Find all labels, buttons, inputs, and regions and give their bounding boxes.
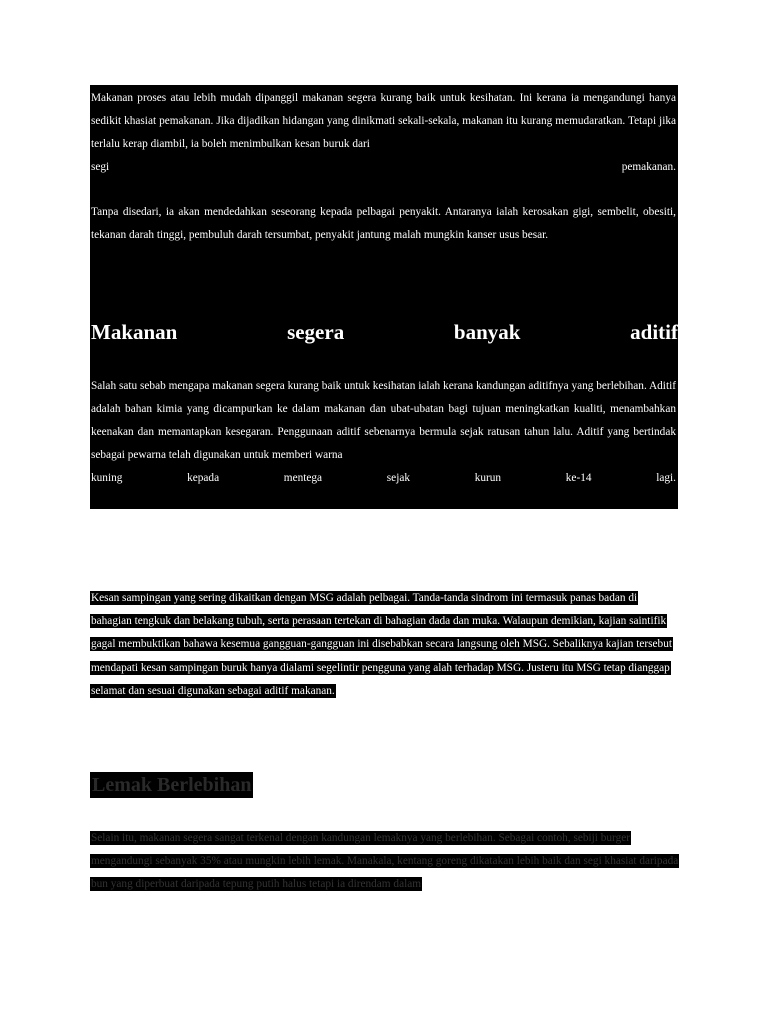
paragraph-msg-text: Kesan sampingan yang sering dikaitkan dengan MSG adalah pelbagai. Tanda-tanda sindrom ini termasuk panas badan di bahagian tengkuk dan belakang tubuh, serta perasaan tertekan di bahagian dada dan muka. Walaupun demikian, kajian saintifik gagal membuktikan bahawa kesemua gangguan-gangguan ini disebabkan secara langsung oleh MSG. Sebaliknya kajian tersebut mendapati kesan sampingan buruk hanya dialami segelintir pengguna yang alah terhadap MSG. Justeru itu MSG tetap dianggap selamat dan sesuai digunakan sebagai aditif makanan. [91, 592, 672, 697]
paragraph-excess-fat-text: Selain itu, makanan segera sangat terkenal dengan kandungan lemaknya yang berlebihan. Sebagai contoh, sebiji burger mengandungi sebanyak 35% atau mungkin lebih lemak. Manakala, kentang goreng dikatakan lebih baik dan segi khasiat daripada bun yang diperbuat daripada tepung putih halus tetapi ia direndam dalam [91, 832, 679, 891]
paragraph-additives: Salah satu sebab mengapa makanan segera kurang baik untuk kesihatan ialah kerana kandungan aditifnya yang berlebihan. Aditif adalah bahan kimia yang dicampurkan ke dalam makanan dan ubat-ubatan bagi tujuan meningkatkan kualiti, menambahkan keenakan dan memantapkan kesegaran. Penggunaan aditif sebenarnya bermula sejak ratusan tahun lalu. Aditif yang bertindak sebagai pewarna telah digunakan untuk memberi warna [91, 380, 676, 461]
paragraph-processed-food-main: Makanan proses atau lebih mudah dipanggil makanan segera kurang baik untuk kesihatan. Ini kerana ia mengandungi hanya sedikit khasiat pemakanan. Jika dijadikan hidangan yang dinikmati sekali-sekala, makanan itu kurang memudaratkan. Tetapi jika terlalu kerap diambil, ia boleh menimbulkan kesan buruk dari [91, 92, 676, 150]
paragraph-additives-tail: kuning kepada mentega sejak kurun ke-14 lagi. [91, 472, 676, 484]
paragraph-processed-food [91, 87, 676, 156]
paragraph-diseases: Tanpa disedari, ia akan mendedahkan seseorang kepada pelbagai penyakit. Antaranya ialah kerosakan gigi, sembelit, obesiti, tekanan darah tinggi, pembuluh darah tersumbat, penyakit jantung malah mungkin kanser usus besar. [91, 206, 676, 241]
paragraph-excess-fat [90, 827, 680, 897]
heading-excess-fat [90, 774, 253, 797]
heading-excess-fat-text: Lemak Berlebihan [92, 774, 252, 796]
paragraph-msg [90, 587, 680, 703]
heading-additives: Makanan segera banyak aditif [91, 320, 678, 344]
paragraph-processed-food-tail: segi pemakanan. [91, 161, 676, 173]
